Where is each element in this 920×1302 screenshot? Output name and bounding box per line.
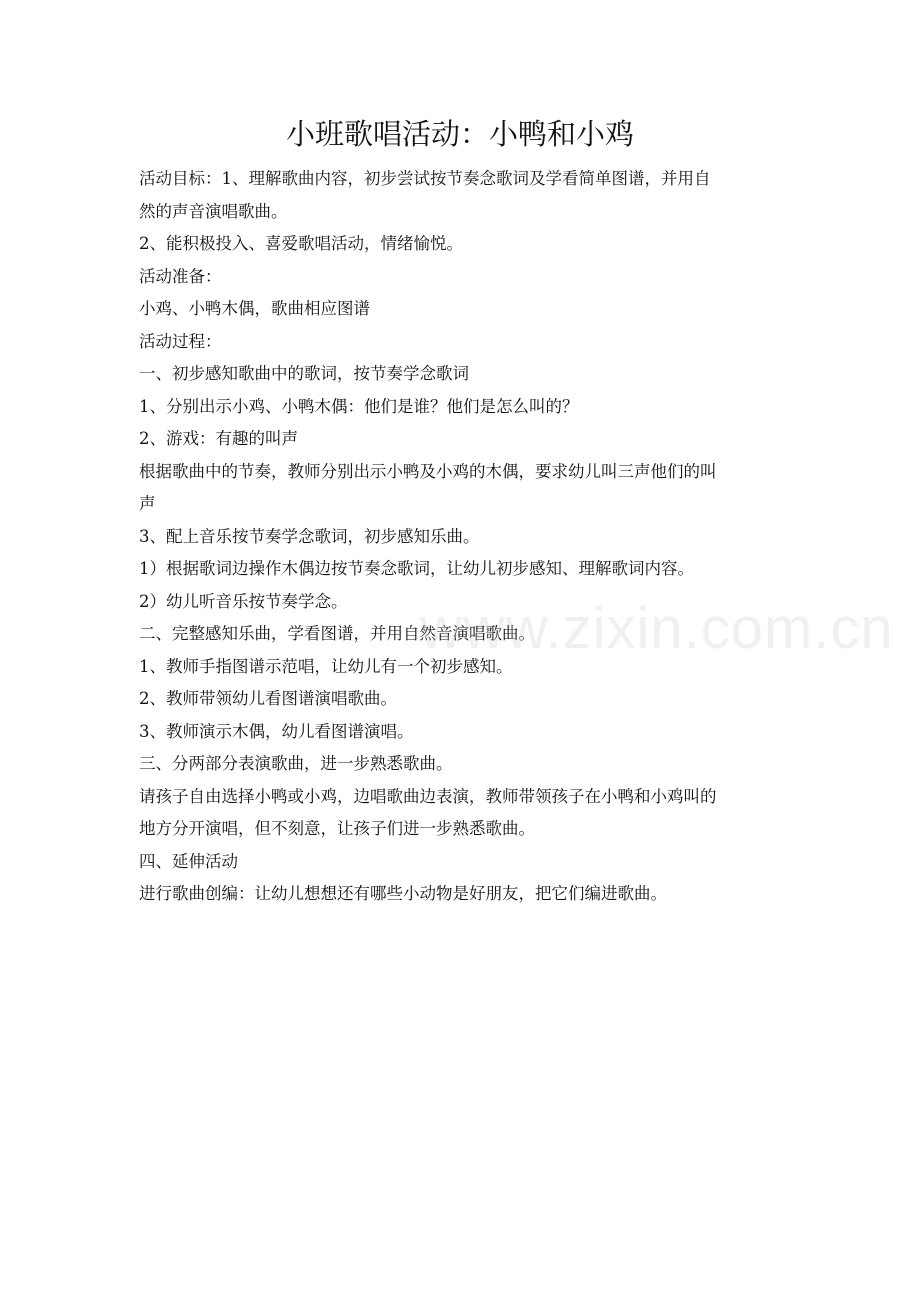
body-line: 根据歌曲中的节奏，教师分别出示小鸭及小鸡的木偶，要求幼儿叫三声他们的叫 xyxy=(139,461,717,481)
body-line: 三、分两部分表演歌曲，进一步熟悉歌曲。 xyxy=(139,754,453,773)
body-line: 2、能积极投入、喜爱歌唱活动，情绪愉悦。 xyxy=(139,234,463,253)
body-line: 2）幼儿听音乐按节奏学念。 xyxy=(139,591,348,611)
body-line: 进行歌曲创编：让幼儿想想还有哪些小动物是好朋友，把它们编进歌曲。 xyxy=(139,884,667,903)
body-line: 1、教师手指图谱示范唱，让幼儿有一个初步感知。 xyxy=(139,656,513,676)
body-line: 活动准备： xyxy=(139,266,222,286)
body-line: 3、教师演示木偶，幼儿看图谱演唱。 xyxy=(139,721,414,741)
body-line: 二、完整感知乐曲，学看图谱，并用自然音演唱歌曲。 xyxy=(139,624,535,643)
body-line: 2、游戏：有趣的叫声 xyxy=(139,429,298,448)
body-line: 声 xyxy=(139,494,156,513)
body-line: 小鸡、小鸭木偶，歌曲相应图谱 xyxy=(139,299,370,318)
body-line: 活动目标：1、理解歌曲内容，初步尝试按节奏念歌词及学看简单图谱，并用自 xyxy=(139,169,711,188)
body-line: 3、配上音乐按节奏学念歌词，初步感知乐曲。 xyxy=(139,526,480,546)
document-title: 小班歌唱活动：小鸭和小鸡 xyxy=(285,117,634,151)
watermark: www.zixin.com.cn xyxy=(420,596,894,661)
body-line: 四、延伸活动 xyxy=(139,851,238,871)
body-line: 1）根据歌词边操作木偶边按节奏念歌词，让幼儿初步感知、理解歌词内容。 xyxy=(139,559,694,578)
body-line: 1、分别出示小鸡、小鸭木偶：他们是谁？他们是怎么叫的？ xyxy=(139,396,579,416)
body-line: 请孩子自由选择小鸭或小鸡，边唱歌曲边表演，教师带领孩子在小鸭和小鸡叫的 xyxy=(139,786,717,806)
body-line: 地方分开演唱，但不刻意，让孩子们进一步熟悉歌曲。 xyxy=(139,819,535,838)
body-line: 2、教师带领幼儿看图谱演唱歌曲。 xyxy=(139,689,397,708)
body-line: 一、初步感知歌曲中的歌词，按节奏学念歌词 xyxy=(139,364,469,383)
document-body xyxy=(139,163,789,911)
body-line: 然的声音演唱歌曲。 xyxy=(139,201,288,221)
body-line: 活动过程： xyxy=(139,331,222,351)
